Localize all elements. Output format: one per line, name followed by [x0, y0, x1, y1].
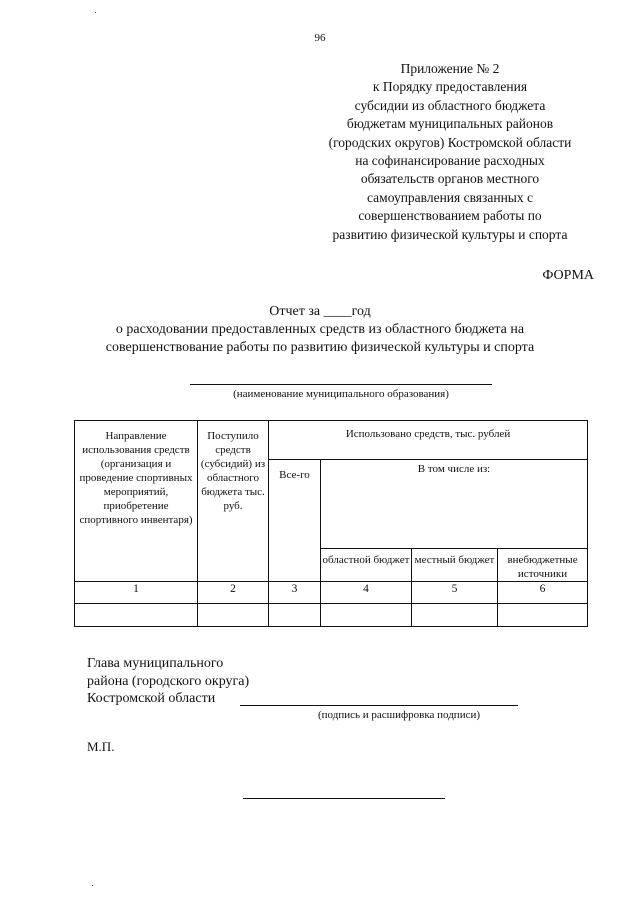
bottom-line — [243, 798, 445, 799]
appendix-line: совершенствованием работы по — [358, 208, 542, 224]
signature-block — [87, 655, 249, 708]
column-number: 1 — [75, 582, 198, 604]
table-cell — [198, 604, 269, 627]
signature-title-line: Костромской области — [87, 691, 216, 706]
appendix-line: (городских округов) Костромской области — [328, 134, 572, 150]
table-cell — [269, 604, 321, 627]
report-title — [0, 303, 640, 357]
column-number: 5 — [412, 582, 498, 604]
appendix-line: развитию физической культуры и спорта — [332, 226, 568, 242]
column-number: 6 — [498, 582, 588, 604]
col-header-regional-budget: областной бюджет — [321, 549, 412, 582]
col-header-direction: Направление использования средств (организация и проведение спортивных мероприятий, приобретение спортивного инвентаря) — [75, 421, 198, 582]
report-title-line: Отчет за ____год — [269, 304, 371, 319]
appendix-block — [290, 60, 610, 244]
appendix-line: Приложение № 2 — [400, 61, 500, 76]
stamp-label: М.П. — [87, 739, 115, 754]
report-title-line: о расходовании предоставленных средств из областного бюджета на — [115, 322, 525, 337]
appendix-line: бюджетам муниципальных районов — [346, 116, 554, 132]
col-header-including: В том числе из: — [321, 460, 588, 549]
table-row — [75, 604, 588, 627]
appendix-line: обязательств органов местного — [360, 171, 540, 187]
table-cell — [498, 604, 588, 627]
col-header-total: Все-го — [269, 460, 321, 582]
table-cell — [75, 604, 198, 627]
municipality-caption: (наименование муниципального образования) — [233, 388, 449, 400]
signature-title-line: района (городского округа) — [87, 673, 250, 689]
appendix-line: субсидии из областного бюджета — [354, 97, 546, 113]
signature-caption: (подпись и расшифровка подписи) — [318, 709, 481, 721]
col-header-used: Использовано средств, тыс. рублей — [269, 421, 588, 460]
signature-line — [240, 705, 518, 706]
column-number: 2 — [198, 582, 269, 604]
appendix-line: на софинансирование расходных — [355, 153, 545, 169]
col-header-extrabudgetary: внебюджетные источники — [498, 549, 588, 582]
scan-dot — [95, 12, 96, 13]
signature-title-line: Глава муниципального — [87, 656, 224, 671]
page-number: 96 — [314, 32, 326, 44]
table-cell — [321, 604, 412, 627]
report-table — [74, 420, 588, 627]
col-header-local-budget: местный бюджет — [412, 549, 498, 582]
scan-dot — [92, 885, 93, 886]
appendix-line: самоуправления связанных с — [367, 189, 533, 205]
appendix-line: к Порядку предоставления — [372, 79, 528, 95]
report-title-line: совершенствование работы по развитию физической культуры и спорта — [105, 340, 535, 355]
col-header-received: Поступило средств (субсидий) из областного бюджета тыс. руб. — [198, 421, 269, 582]
table-cell — [412, 604, 498, 627]
column-number: 3 — [269, 582, 321, 604]
form-label: ФОРМА — [542, 268, 594, 283]
municipality-name-line — [190, 384, 492, 385]
column-number: 4 — [321, 582, 412, 604]
